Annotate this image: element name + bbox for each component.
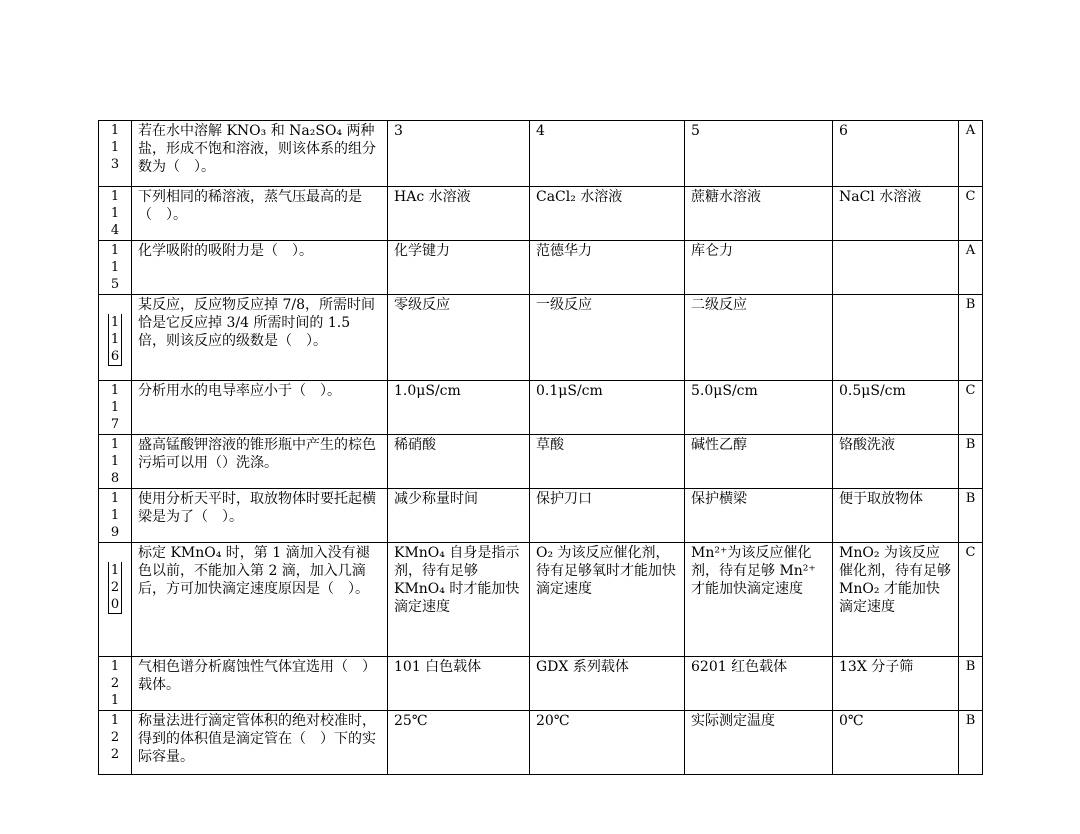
- table-row: [99, 657, 983, 711]
- option-d: 13X 分子筛: [833, 657, 959, 711]
- option-b: 保护刀口: [530, 489, 685, 543]
- answer: B: [959, 711, 983, 775]
- answer: C: [959, 187, 983, 241]
- question-text: 某反应，反应物反应掉 7/8，所需时间恰是它反应掉 3/4 所需时间的 1.5 倍，则该反应的级数是（ ）。: [132, 295, 388, 381]
- question-text: 分析用水的电导率应小于（ ）。: [132, 381, 388, 435]
- question-number: 116: [99, 295, 132, 381]
- answer: A: [959, 121, 983, 187]
- question-text: 盛高锰酸钾溶液的锥形瓶中产生的棕色污垢可以用（）洗涤。: [132, 435, 388, 489]
- question-text: 下列相同的稀溶液，蒸气压最高的是（ ）。: [132, 187, 388, 241]
- option-c: 5.0μS/cm: [685, 381, 833, 435]
- option-c: 碱性乙醇: [685, 435, 833, 489]
- table-row: [99, 711, 983, 775]
- option-b: 4: [530, 121, 685, 187]
- answer: C: [959, 543, 983, 657]
- option-c: 二级反应: [685, 295, 833, 381]
- option-b: 草酸: [530, 435, 685, 489]
- option-d: MnO₂ 为该反应催化剂，待有足够 MnO₂ 才能加快滴定速度: [833, 543, 959, 657]
- option-a: 25℃: [388, 711, 530, 775]
- option-a: 稀硝酸: [388, 435, 530, 489]
- question-table: [98, 120, 983, 775]
- question-text: 化学吸附的吸附力是（ ）。: [132, 241, 388, 295]
- question-text: 标定 KMnO₄ 时，第 1 滴加入没有褪色以前，不能加入第 2 滴，加入几滴后，方可加快滴定速度原因是（ ）。: [132, 543, 388, 657]
- option-d: 0.5μS/cm: [833, 381, 959, 435]
- answer: A: [959, 241, 983, 295]
- option-b: 范德华力: [530, 241, 685, 295]
- option-c: 蔗糖水溶液: [685, 187, 833, 241]
- option-b: GDX 系列载体: [530, 657, 685, 711]
- answer: B: [959, 489, 983, 543]
- question-number: 113: [99, 121, 132, 187]
- table-row: [99, 187, 983, 241]
- question-number: 114: [99, 187, 132, 241]
- question-text: 使用分析天平时，取放物体时要托起横梁是为了（ ）。: [132, 489, 388, 543]
- answer: B: [959, 435, 983, 489]
- option-b: 一级反应: [530, 295, 685, 381]
- question-number: 122: [99, 711, 132, 775]
- option-c: 实际测定温度: [685, 711, 833, 775]
- option-b: 20℃: [530, 711, 685, 775]
- table-row: [99, 381, 983, 435]
- option-a: 零级反应: [388, 295, 530, 381]
- option-a: 101 白色载体: [388, 657, 530, 711]
- question-number: 115: [99, 241, 132, 295]
- option-c: 保护横梁: [685, 489, 833, 543]
- option-d: 0℃: [833, 711, 959, 775]
- answer: B: [959, 657, 983, 711]
- option-c: Mn²⁺为该反应催化剂，待有足够 Mn²⁺才能加快滴定速度: [685, 543, 833, 657]
- option-a: 化学键力: [388, 241, 530, 295]
- option-d: NaCl 水溶液: [833, 187, 959, 241]
- question-number: 120: [99, 543, 132, 657]
- option-d: [833, 295, 959, 381]
- question-number: 121: [99, 657, 132, 711]
- question-text: 气相色谱分析腐蚀性气体宜选用（ ）载体。: [132, 657, 388, 711]
- option-a: 3: [388, 121, 530, 187]
- table-row: [99, 295, 983, 381]
- option-a: HAc 水溶液: [388, 187, 530, 241]
- question-number: 117: [99, 381, 132, 435]
- option-d: 6: [833, 121, 959, 187]
- option-a: 减少称量时间: [388, 489, 530, 543]
- question-number: 118: [99, 435, 132, 489]
- answer: B: [959, 295, 983, 381]
- option-c: 6201 红色载体: [685, 657, 833, 711]
- table-row: [99, 241, 983, 295]
- table-row: [99, 121, 983, 187]
- option-c: 库仑力: [685, 241, 833, 295]
- option-a: 1.0μS/cm: [388, 381, 530, 435]
- question-text: 若在水中溶解 KNO₃ 和 Na₂SO₄ 两种盐，形成不饱和溶液，则该体系的组分数为（ ）。: [132, 121, 388, 187]
- option-d: [833, 241, 959, 295]
- option-a: KMnO₄ 自身是指示剂，待有足够 KMnO₄ 时才能加快滴定速度: [388, 543, 530, 657]
- option-b: CaCl₂ 水溶液: [530, 187, 685, 241]
- option-d: 铬酸洗液: [833, 435, 959, 489]
- option-b: 0.1μS/cm: [530, 381, 685, 435]
- table-row: [99, 543, 983, 657]
- question-number: 119: [99, 489, 132, 543]
- option-d: 便于取放物体: [833, 489, 959, 543]
- table-row: [99, 435, 983, 489]
- option-b: O₂ 为该反应催化剂，待有足够氧时才能加快滴定速度: [530, 543, 685, 657]
- question-text: 称量法进行滴定管体积的绝对校准时，得到的体积值是滴定管在（ ）下的实际容量。: [132, 711, 388, 775]
- answer: C: [959, 381, 983, 435]
- option-c: 5: [685, 121, 833, 187]
- table-row: [99, 489, 983, 543]
